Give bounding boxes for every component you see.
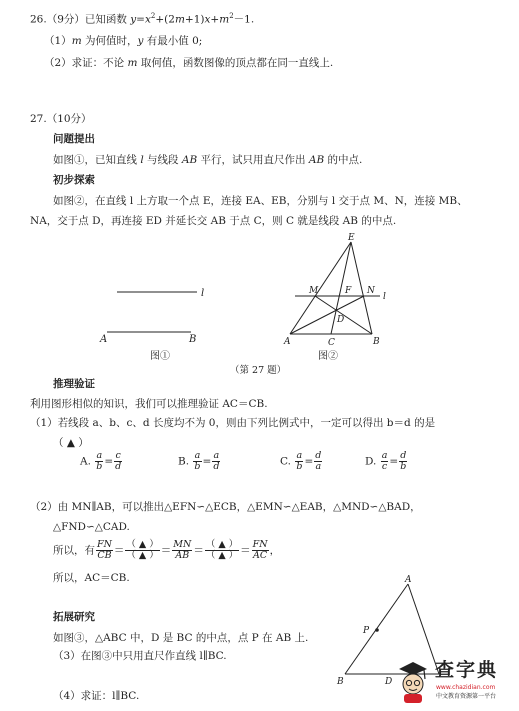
section-title-problem: 问题提出: [53, 133, 95, 145]
fig2-label-m: M: [309, 286, 319, 296]
chazidian-logo: [393, 655, 517, 709]
extend-statement: 如图③，△ABC 中，D 是 BC 的中点，点 P 在 AB 上.: [53, 632, 309, 644]
q26-part1: （1）m 为何值时，y 有最小值 0;: [44, 35, 203, 47]
problem-statement: 如图①，已知直线 l 与线段 AB 平行，试只用直尺作出 AB 的中点.: [53, 154, 363, 166]
q26-part2: （2）求证：不论 m 取何值，函数图像的顶点都在同一直线上.: [44, 57, 334, 69]
fig3-label-d: D: [385, 677, 393, 687]
ratio-blank-2: $\frac{( ▲ )}{( ▲ )}$: [205, 539, 239, 561]
explore-line-2: NA，交于点 D，再连接 ED 并延长交 AB 于点 C，则 C 就是线段 AB 的中点.: [30, 215, 397, 227]
verify-part2-line1: （2）由 MN∥AB，可以推出△EFN∽△ECB，△EMN∽△EAB，△MND∽△BAD，: [30, 501, 421, 513]
logo-name: 查字典: [435, 659, 499, 681]
extend-part4: （4）求证：l∥BC.: [53, 690, 140, 702]
fig2-label-e: E: [348, 233, 355, 243]
fig2-segment-na: [290, 296, 364, 334]
ratio-blank-1: $\frac{( ▲ )}{( ▲ )}$: [126, 539, 159, 561]
fig2-label-c: C: [328, 338, 335, 348]
option-d: D. $\frac{a}{c}$ = $\frac{d}{b}$: [365, 450, 407, 472]
scholar-mascot-icon: [393, 657, 433, 705]
fig1-label-b: B: [189, 334, 197, 345]
section-title-verify: 推理验证: [53, 378, 95, 390]
fig2-label-a: A: [284, 337, 291, 347]
fig3-label-b: B: [337, 677, 344, 687]
fig2-label-l: l: [383, 292, 386, 302]
figure-1: [95, 280, 215, 360]
verify-part2-line2: △FND∽△CAD.: [53, 521, 130, 533]
option-a: A. $\frac{a}{b}$ = $\frac{c}{d}$: [80, 450, 122, 472]
logo-url: www.chazidian.com: [436, 684, 496, 691]
option-b: B. $\frac{a}{b}$ = $\frac{a}{d}$: [178, 450, 220, 472]
option-c: C. $\frac{a}{b}$ = $\frac{d}{a}$: [280, 450, 322, 472]
fig2-label-d: D: [337, 315, 345, 325]
verify-conclusion: 所以，AC＝CB.: [53, 572, 130, 584]
fig3-label-p: P: [363, 626, 370, 636]
fig2-caption: 图②: [318, 351, 338, 362]
fig2-label-n: N: [367, 286, 375, 296]
fig1-label-l: l: [201, 288, 205, 299]
fig1-caption: 图①: [150, 351, 170, 362]
explore-line-1: 如图②，在直线 l 上方取一个点 E，连接 EA、EB，分别与 l 交于点 M、N，连接 MB、: [53, 195, 468, 207]
answer-blank: （ ▲ ）: [53, 437, 89, 449]
logo-slogan: 中文教育资源第一平台: [436, 693, 497, 700]
q26-stem: 26.（9分）已知函数 $y=x^2+(2m+1)x+m^2-1$.: [30, 12, 255, 26]
fig1-label-a: A: [100, 334, 108, 345]
fig3-point-p: [375, 628, 379, 632]
fig2-label-f: F: [345, 286, 352, 296]
q27-head: 27.（10分）: [30, 113, 92, 125]
verify-intro: 利用图形相似的知识，我们可以推理验证 AC＝CB.: [30, 398, 268, 410]
figure-2: [280, 232, 390, 352]
verify-part1: （1）若线段 a、b、c、d 长度均不为 0，则由下列比例式中，一定可以得出 b＝d 的是: [30, 417, 436, 429]
section-title-extend: 拓展研究: [53, 611, 95, 623]
extend-part3: （3）在图③中只用直尺作直线 l∥BC.: [53, 650, 227, 662]
figure-number: （第 27 题）: [230, 365, 287, 376]
fig3-label-a: A: [405, 575, 412, 585]
ratio-chain: 所以，有 $\frac{FN}{CB}$ ＝ $\frac{( ▲ )}{( ▲ )}$ ＝ $\frac{MN}{AB}$ ＝ $\frac{( ▲ )}{( ▲ )}$ ＝ $\frac{FN}{AC}$ ，: [53, 539, 281, 561]
fig2-label-b: B: [373, 337, 380, 347]
section-title-explore: 初步探索: [53, 174, 95, 186]
